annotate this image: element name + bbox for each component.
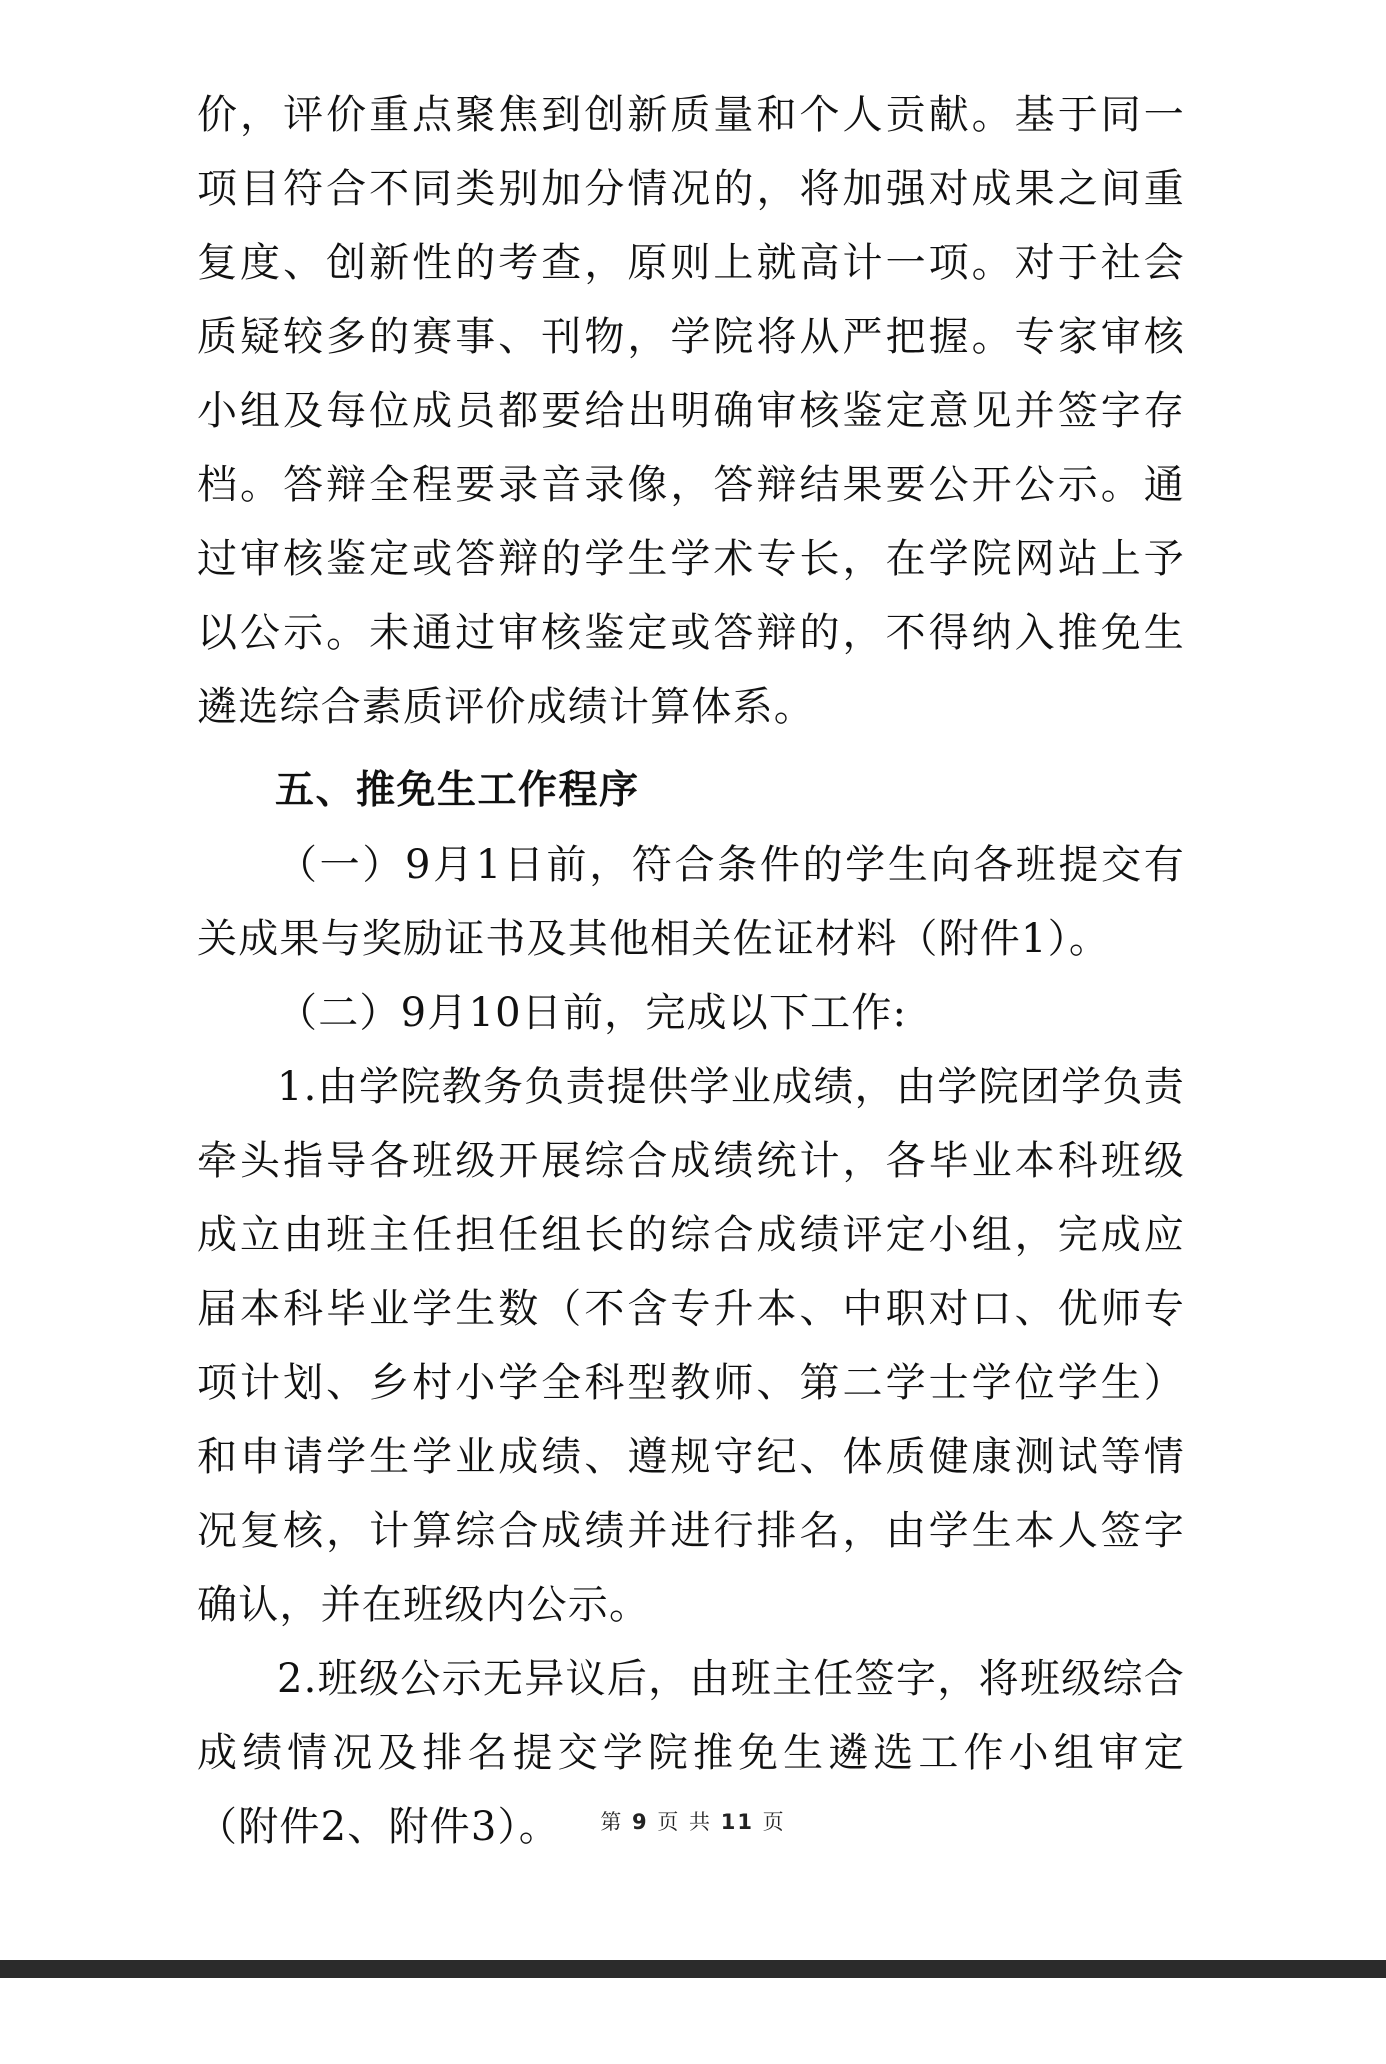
page-footer xyxy=(0,1806,1386,1836)
section-heading: 五、推免生工作程序 xyxy=(275,768,640,813)
footer-suffix: 页 xyxy=(762,1810,786,1834)
viewer-bottom-bar xyxy=(0,1960,1386,1978)
procedure-step-1: （一）9月1日前，符合条件的学生向各班提交有关成果与奖励证书及其他相关佐证材料（附件1）。 xyxy=(197,842,1185,962)
footer-middle: 页 共 xyxy=(657,1810,713,1834)
viewer-blank-area xyxy=(0,1978,1386,2064)
footer-prefix: 第 xyxy=(600,1810,624,1834)
continued-paragraph: 价，评价重点聚焦到创新质量和个人贡献。基于同一项目符合不同类别加分情况的，将加强对成果之间重复度、创新性的考查，原则上就高计一项。对于社会质疑较多的赛事、刊物，学院将从严把握。专家审核小组及每位成员都要给出明确审核鉴定意见并签字存档。答辩全程要录音录像，答辩结果要公开公示。通过审核鉴定或答辩的学生学术专长，在学院网站上予以公示。未通过审核鉴定或答辩的，不得纳入推免生遴选综合素质评价成绩计算体系。 xyxy=(197,92,1185,730)
page-content xyxy=(197,78,1185,1864)
current-page-number: 9 xyxy=(632,1810,649,1834)
procedure-step-2: （二）9月10日前，完成以下工作: xyxy=(277,990,908,1036)
total-page-count: 11 xyxy=(720,1810,754,1834)
procedure-item-1: 1.由学院教务负责提供学业成绩，由学院团学负责牵头指导各班级开展综合成绩统计，各毕业本科班级成立由班主任担任组长的综合成绩评定小组，完成应届本科毕业学生数（不含专升本、中职对口、优师专项计划、乡村小学全科型教师、第二学士学位学生）和申请学生学业成绩、遵规守纪、体质健康测试等情况复核，计算综合成绩并进行排名，由学生本人签字确认，并在班级内公示。 xyxy=(197,1064,1185,1628)
procedure-item-2: 2.班级公示无异议后，由班主任签字，将班级综合成绩情况及排名提交学院推免生遴选工作小组审定（附件2、附件3）。 xyxy=(197,1656,1185,1850)
